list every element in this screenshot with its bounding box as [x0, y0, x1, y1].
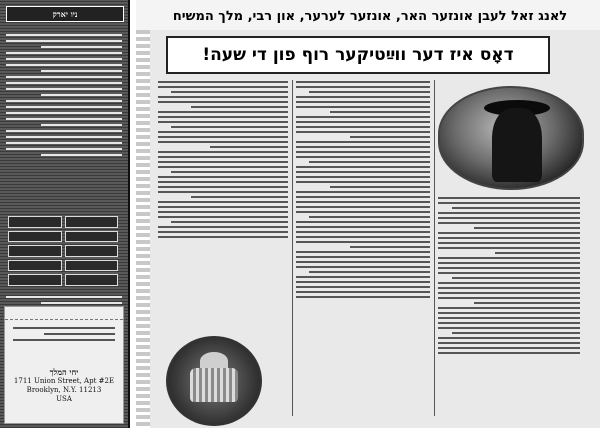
headline: דאָס איז דער ווײַטיקער רוף פון די שעה!: [202, 45, 514, 65]
crown-body: [190, 368, 238, 402]
headline-frame: [166, 36, 550, 74]
form-field: [8, 231, 62, 243]
form-field: [65, 216, 119, 228]
address-name: יחי המלך: [49, 367, 79, 377]
form-field: [65, 245, 119, 257]
form-field: [8, 260, 62, 272]
newspaper-page: [136, 0, 600, 428]
figure-shape: [492, 108, 542, 182]
column-rule: [434, 80, 435, 416]
mailing-address: [5, 367, 123, 404]
cut-line: [5, 309, 123, 320]
top-banner: לאנג זאל לעבן אונזער האר, אונזער לערער, און רבי, מלך המשיח: [172, 9, 568, 24]
article-column-right: [438, 194, 580, 420]
rebbe-photo: [438, 86, 584, 190]
address-street: 1711 Union Street, Apt #2E: [13, 377, 115, 385]
form-field: [8, 245, 62, 257]
torn-edge: [136, 30, 150, 428]
address-country: USA: [56, 395, 72, 403]
form-field: [65, 260, 119, 272]
coupon-title: ניו יארק: [6, 6, 124, 22]
article-column-middle: [296, 78, 430, 418]
coupon-text-block: [6, 30, 122, 160]
article-column-left: [158, 78, 288, 328]
form-field: [8, 274, 62, 286]
column-rule: [292, 80, 293, 416]
form-field: [8, 216, 62, 228]
mailing-address-card: [4, 306, 124, 424]
coupon-form-grid: [8, 216, 118, 286]
coupon-strip: [0, 0, 130, 428]
form-field: [65, 231, 119, 243]
form-field: [65, 274, 119, 286]
address-city: Brooklyn, N.Y. 11213: [26, 386, 102, 394]
crown-illustration: [166, 336, 262, 426]
